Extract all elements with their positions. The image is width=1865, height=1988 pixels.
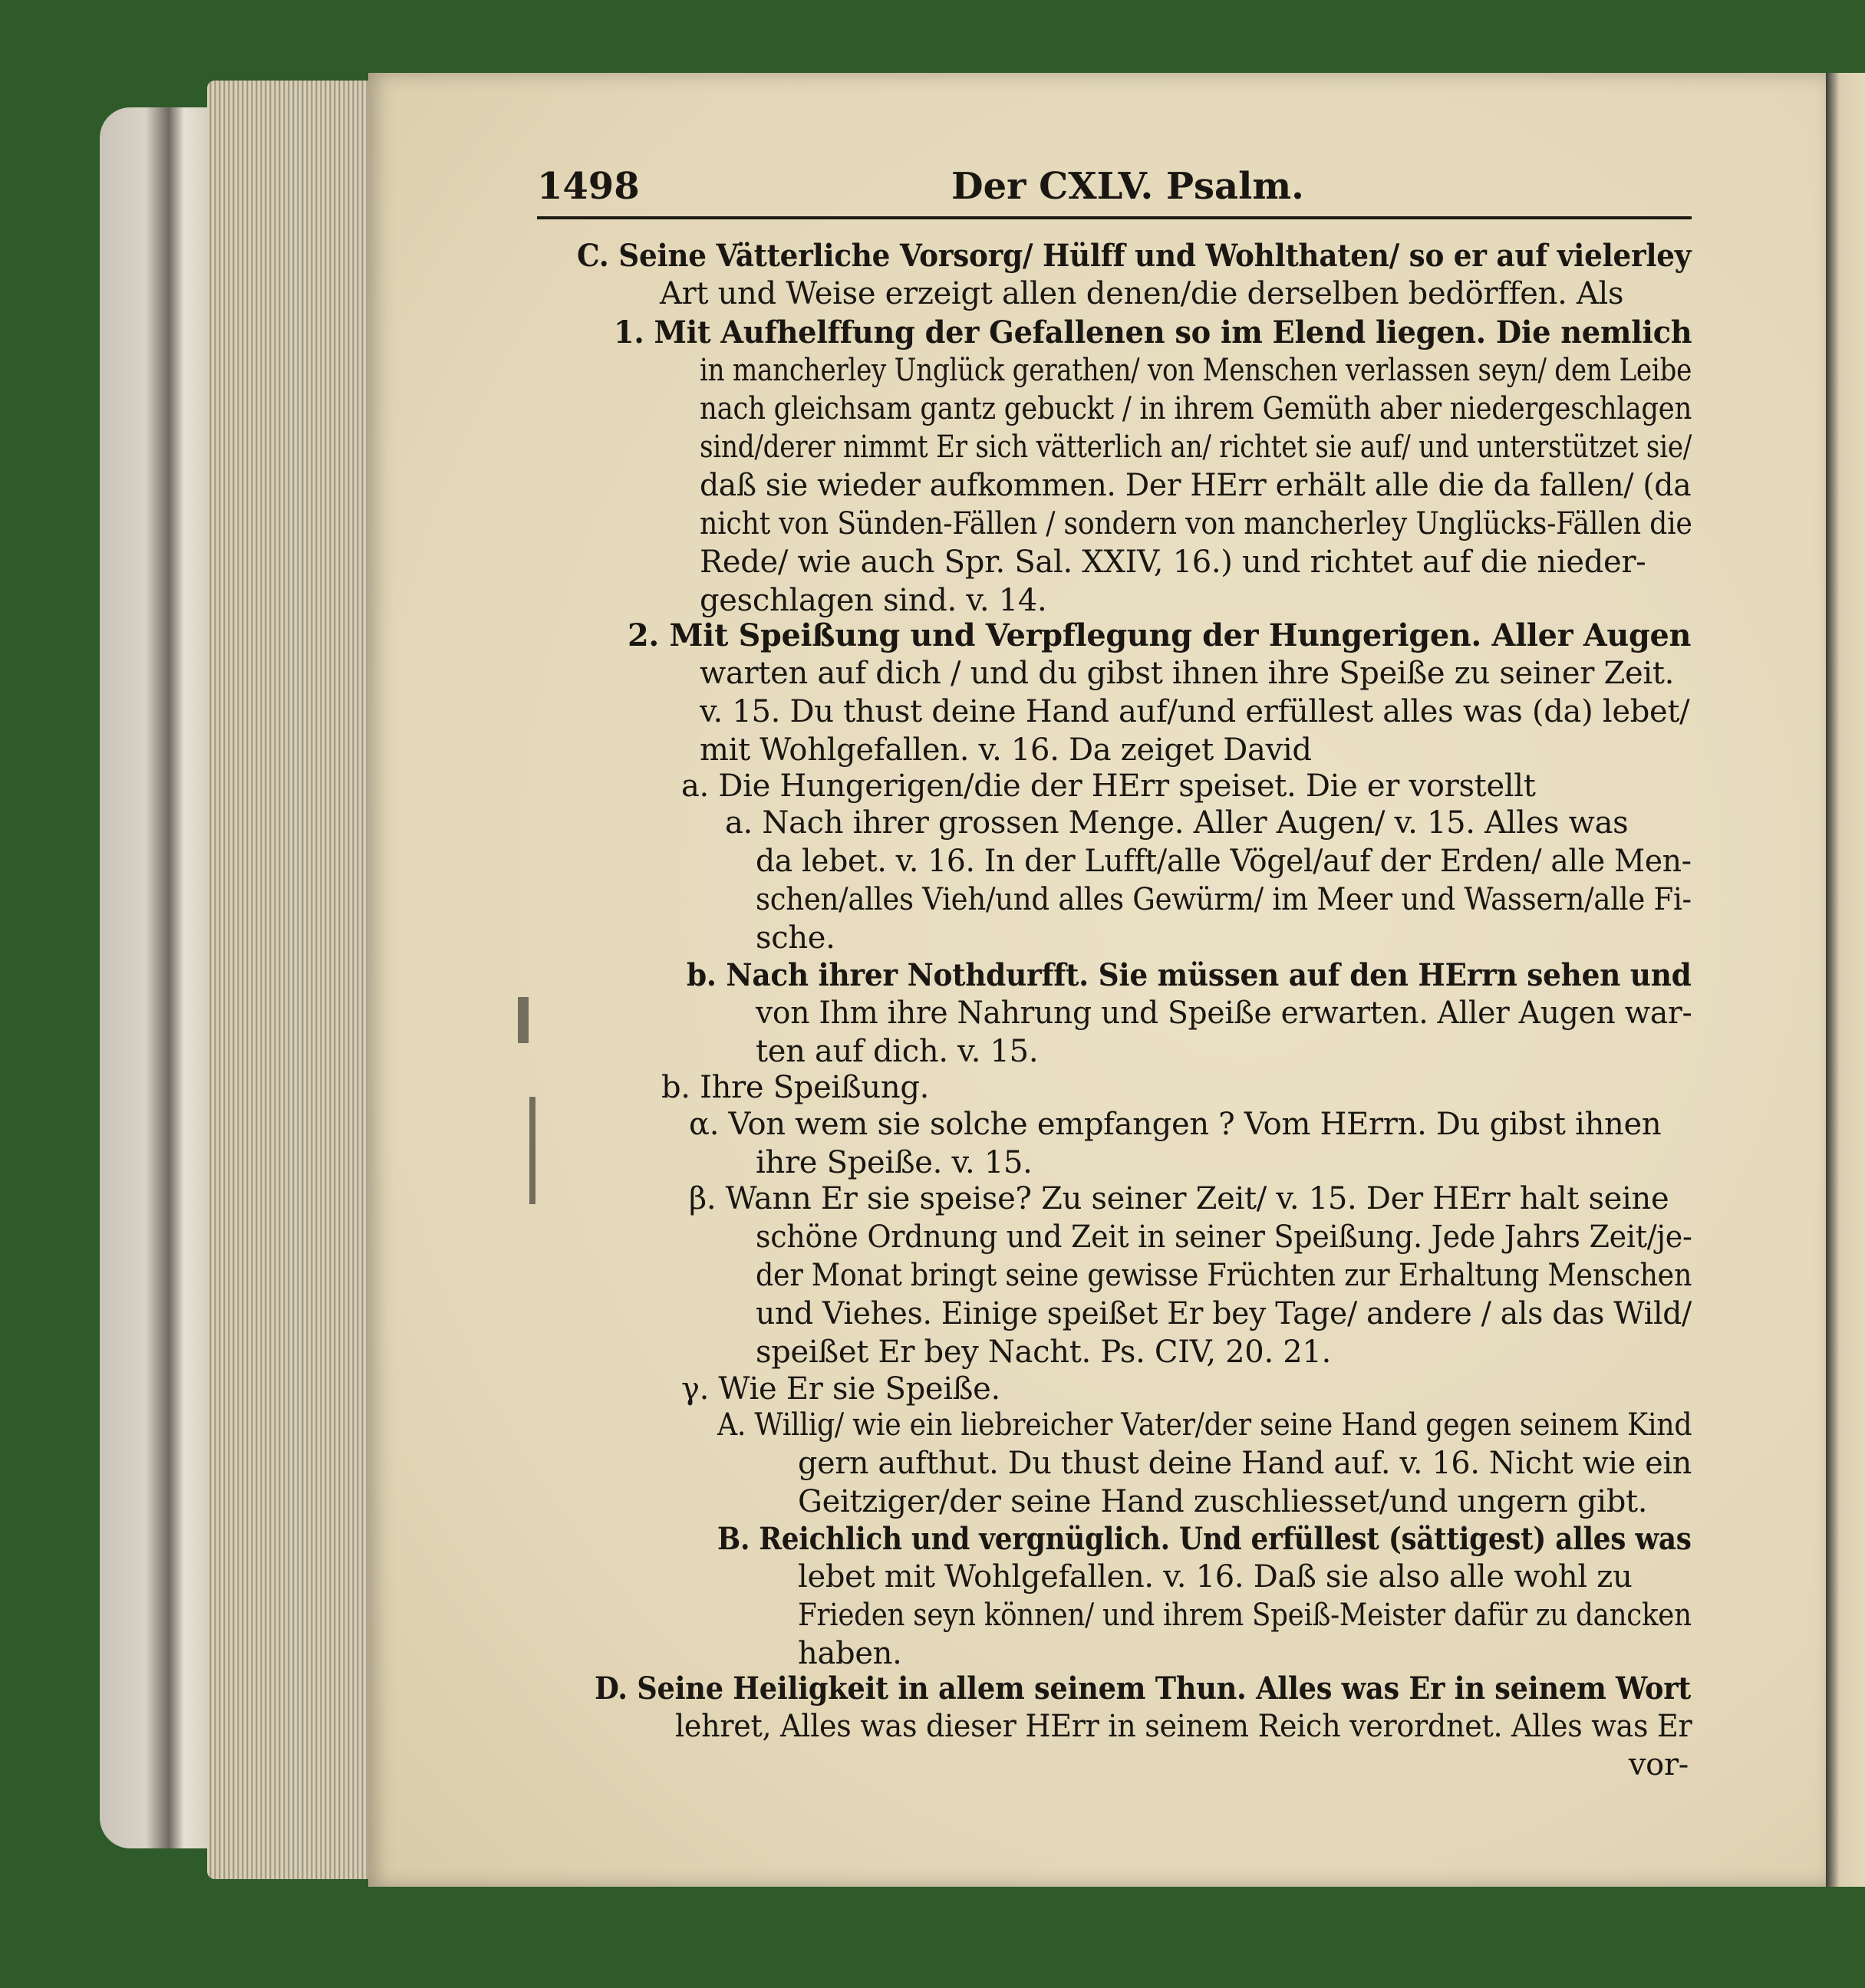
text-line: mit Wohlgefallen. v. 16. Da zeiget David — [700, 732, 1312, 768]
text-line: A. Willig/ wie ein liebreicher Vater/der seine Hand gegen seinem Kind — [717, 1407, 1692, 1443]
text-line: schöne Ordnung und Zeit in seiner Speißung. Jede Jahrs Zeit/je- — [756, 1219, 1692, 1255]
text-line: speißet Er bey Nacht. Ps. CIV, 20. 21. — [756, 1335, 1331, 1370]
running-title: Der CXLV. Psalm. — [951, 165, 1304, 208]
page-header — [537, 165, 1688, 219]
margin-mark — [518, 997, 529, 1043]
text-line: gern aufthut. Du thust deine Hand auf. v. 16. Nicht wie ein — [798, 1446, 1692, 1481]
text-line: Frieden seyn können/ und ihrem Speiß-Meister dafür zu dancken — [798, 1598, 1692, 1633]
text-line: der Monat bringt seine gewisse Früchten zur Erhaltung Menschen — [756, 1258, 1692, 1293]
text-line: nicht von Sünden-Fällen / sondern von mancherley Unglücks-Fällen die — [700, 506, 1692, 541]
text-line: b. Ihre Speißung. — [661, 1070, 930, 1105]
text-line: da lebet. v. 16. In der Lufft/alle Vögel/auf der Erden/ alle Men- — [756, 844, 1692, 879]
text-line: C. Seine Vätterliche Vorsorg/ Hülff und Wohlthaten/ so er auf vielerley — [577, 238, 1692, 274]
text-line: Rede/ wie auch Spr. Sal. XXIV, 16.) und richtet auf die nieder- — [700, 545, 1646, 580]
text-line: 1. Mit Aufhelffung der Gefallenen so im Elend liegen. Die nemlich — [614, 314, 1692, 351]
catchword: vor- — [1628, 1747, 1689, 1782]
text-line: haben. — [798, 1636, 902, 1671]
text-line: lebet mit Wohlgefallen. v. 16. Daß sie also alle wohl zu — [798, 1559, 1633, 1595]
text-line: 2. Mit Speißung und Verpflegung der Hungerigen. Aller Augen — [628, 617, 1692, 653]
text-line: β. Wann Er sie speise? Zu seiner Zeit/ v. 15. Der HErr halt seine — [689, 1181, 1669, 1216]
text-line: geschlagen sind. v. 14. — [700, 583, 1047, 618]
facing-page-edge — [1826, 73, 1865, 1887]
text-line: γ. Wie Er sie Speiße. — [681, 1371, 1000, 1407]
text-line: Geitziger/der seine Hand zuschliesset/und ungern gibt. — [798, 1484, 1648, 1519]
text-line: lehret, Alles was dieser HErr in seinem Reich verordnet. Alles was Er — [675, 1709, 1692, 1744]
text-line: a. Die Hungerigen/die der HErr speiset. Die er vorstellt — [681, 769, 1536, 804]
text-line: warten auf dich / und du gibst ihnen ihre Speiße zu seiner Zeit. — [700, 656, 1675, 691]
text-line: Art und Weise erzeigt allen denen/die derselben bedörffen. Als — [660, 276, 1624, 311]
text-line: daß sie wieder aufkommen. Der HErr erhält alle die da fallen/ (da — [700, 468, 1692, 503]
text-line: B. Reichlich und vergnüglich. Und erfüllest (sättigest) alles was — [717, 1521, 1692, 1557]
header-rule — [537, 216, 1692, 219]
text-line: nach gleichsam gantz gebuckt / in ihrem Gemüth aber niedergeschlagen — [700, 391, 1692, 426]
text-line: in mancherley Unglück gerathen/ von Menschen verlassen seyn/ dem Leibe — [700, 353, 1692, 388]
text-line: a. Nach ihrer grossen Menge. Aller Augen/ v. 15. Alles was — [725, 805, 1629, 841]
text-line: ten auf dich. v. 15. — [756, 1034, 1039, 1069]
page-number: 1498 — [537, 165, 640, 208]
text-line: b. Nach ihrer Nothdurfft. Sie müssen auf den HErrn sehen und — [687, 957, 1692, 993]
text-line: sche. — [756, 920, 835, 956]
text-line: und Viehes. Einige speißet Er bey Tage/ andere / als das Wild/ — [756, 1296, 1692, 1331]
text-line: v. 15. Du thust deine Hand auf/und erfüllest alles was (da) lebet/ — [700, 694, 1690, 729]
text-line: sind/derer nimmt Er sich vätterlich an/ richtet sie auf/ und unterstützet sie/ — [700, 430, 1692, 465]
text-line: schen/alles Vieh/und alles Gewürm/ im Meer und Wassern/alle Fi- — [756, 882, 1692, 917]
text-line: α. Von wem sie solche empfangen ? Vom HErrn. Du gibst ihnen — [689, 1107, 1662, 1142]
text-line: D. Seine Heiligkeit in allem seinem Thun. Alles was Er in seinem Wort — [595, 1670, 1691, 1707]
margin-mark — [529, 1097, 535, 1204]
text-line: von Ihm ihre Nahrung und Speiße erwarten. Aller Augen war- — [756, 996, 1692, 1031]
text-line: ihre Speiße. v. 15. — [756, 1145, 1033, 1180]
page-edges — [207, 81, 384, 1879]
